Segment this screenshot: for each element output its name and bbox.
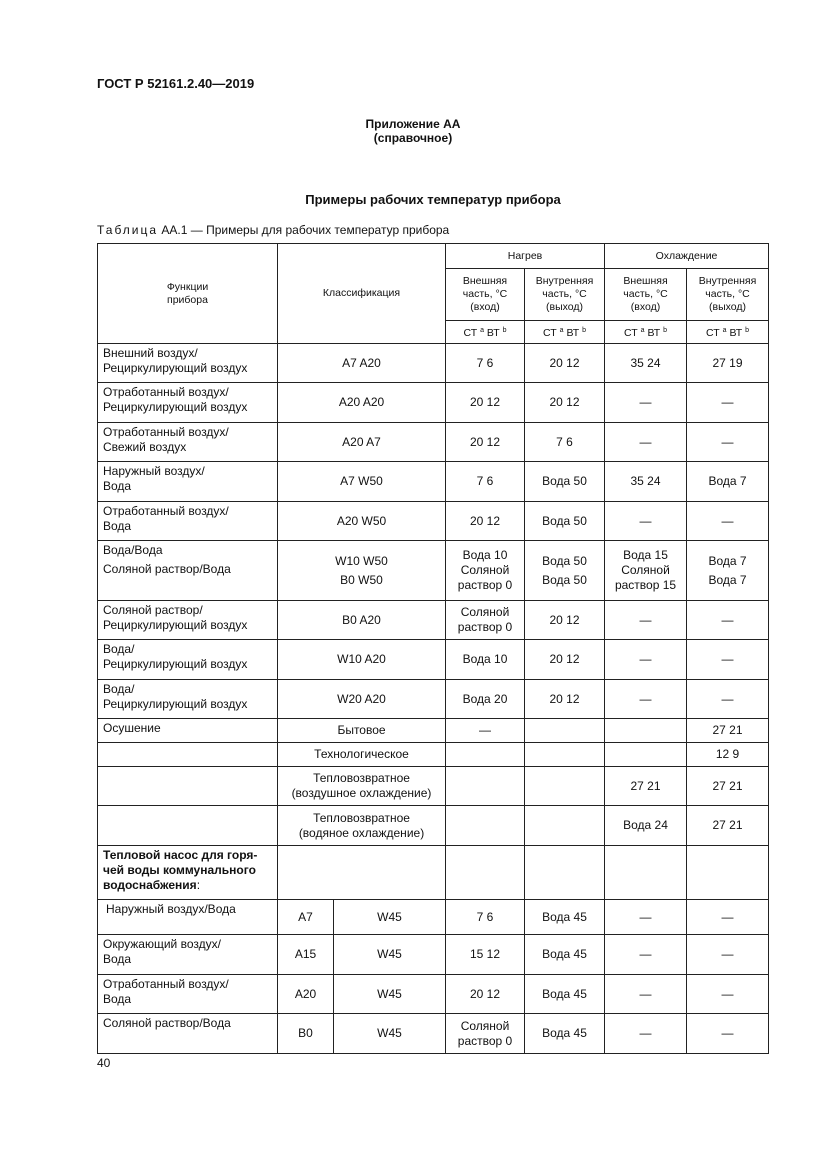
cell-cooling-inner	[687, 541, 769, 601]
cell-heating-inner: Вода 45	[525, 975, 605, 1014]
header-line: Внешняя	[623, 275, 668, 287]
section-row	[98, 846, 769, 900]
cell-heating-outer: Вода 20	[446, 680, 525, 719]
cell-cooling-outer: —	[605, 680, 687, 719]
func-line: Рециркулирующий воздух	[103, 618, 248, 632]
func-line: Вода	[103, 479, 132, 493]
cell-function	[98, 767, 278, 806]
header-line: часть, °C	[462, 288, 508, 300]
table-row	[98, 1014, 769, 1054]
header-line: часть, °C	[542, 288, 587, 300]
cell-heating-inner: 20 12	[525, 640, 605, 680]
header-functions-line: прибора	[167, 293, 208, 306]
footnote-a: a	[640, 327, 645, 334]
cell-function	[98, 462, 278, 502]
cell-function	[98, 935, 278, 975]
cell-heating-outer: 15 12	[446, 935, 525, 975]
cell-heating-outer: 20 12	[446, 383, 525, 423]
units-ct: СТ	[463, 327, 478, 339]
cell-heating-inner	[525, 806, 605, 846]
table-row	[98, 767, 769, 806]
cell-cooling-inner: 27 21	[687, 719, 769, 743]
func-line: Вода	[103, 952, 132, 966]
cell-cooling-inner: —	[687, 640, 769, 680]
cell-function	[98, 344, 278, 383]
func-line: Рециркулирующий воздух	[103, 657, 248, 671]
cell-cooling-inner: 27 19	[687, 344, 769, 383]
units-cell	[687, 321, 769, 344]
cell-heating-outer	[446, 743, 525, 767]
footnote-a: a	[480, 327, 484, 334]
cell-class-source: B0	[278, 1014, 334, 1054]
cell-cooling-inner: —	[687, 900, 769, 935]
cell-classification: W10 A20	[278, 640, 446, 680]
units-cell	[525, 321, 605, 344]
cell-classification	[278, 846, 446, 900]
table-caption-text: АА.1 — Примеры для рабочих температур прибора	[161, 223, 450, 237]
cell-function	[98, 680, 278, 719]
cell-heating-outer	[446, 806, 525, 846]
footnote-b: b	[663, 327, 667, 334]
cell-cooling-inner: —	[687, 601, 769, 640]
value-line: раствор 0	[457, 578, 513, 592]
cell-classification: B0 A20	[278, 601, 446, 640]
cell-classification: Технологическое	[278, 743, 446, 767]
footnote-b: b	[745, 327, 749, 334]
func-line: Внешний воздух/	[103, 346, 198, 360]
units-ct: СТ	[543, 327, 557, 339]
table-row	[98, 806, 769, 846]
table-row	[98, 462, 769, 502]
table-row	[98, 423, 769, 462]
cell-cooling-outer	[605, 541, 687, 601]
cell-cooling-inner: —	[687, 975, 769, 1014]
units-ct: СТ	[624, 327, 638, 339]
cell-function: Соляной раствор/Вода	[98, 1014, 278, 1054]
cell-classification	[278, 767, 446, 806]
cell-classification	[278, 806, 446, 846]
appendix-heading	[0, 117, 826, 145]
func-line: Окружающий воздух/	[103, 937, 221, 951]
func-line: Свежий воздух	[103, 440, 187, 454]
temperature-table	[97, 243, 769, 1054]
cell-cooling-inner: —	[687, 383, 769, 423]
footnote-b: b	[502, 327, 507, 334]
cell-cooling-inner: 12 9	[687, 743, 769, 767]
cell-function	[98, 541, 278, 601]
cell-function	[98, 640, 278, 680]
value-line: Соляной	[621, 563, 670, 577]
table-row	[98, 900, 769, 935]
cell-classification	[278, 541, 446, 601]
func-line: Отработанный воздух/	[103, 977, 229, 991]
table-row	[98, 640, 769, 680]
cell-function	[98, 806, 278, 846]
cell-heating-outer: 7 6	[446, 344, 525, 383]
cls-line: Тепловозвратное	[313, 771, 410, 785]
cell-class-sink: W45	[334, 900, 446, 935]
cell-cooling-inner: Вода 7	[687, 462, 769, 502]
appendix-title: Приложение АА	[365, 117, 461, 131]
cell-heating-outer	[446, 1014, 525, 1054]
cell-heating-outer: 7 6	[446, 462, 525, 502]
header-classification: Классификация	[278, 244, 446, 344]
header-cooling-inner	[687, 269, 769, 321]
table-row	[98, 541, 769, 601]
cell-cooling-outer: —	[605, 383, 687, 423]
cell-cooling-inner: —	[687, 1014, 769, 1054]
header-functions	[98, 244, 278, 344]
cell-heating-outer: 20 12	[446, 502, 525, 541]
value-line: Соляной	[460, 563, 510, 577]
footnote-b: b	[582, 327, 586, 334]
func-line: Соляной раствор/Вода	[103, 562, 231, 576]
cell-heating-outer: 7 6	[446, 900, 525, 935]
table-row	[98, 743, 769, 767]
cell-heating-inner: 20 12	[525, 680, 605, 719]
title-colon: :	[196, 878, 201, 892]
table-row	[98, 975, 769, 1014]
cell-cooling-inner: —	[687, 423, 769, 462]
func-line: Отработанный воздух/	[103, 385, 229, 399]
cls-line: W10 W50	[335, 553, 388, 568]
cell-heating-inner: Вода 45	[525, 935, 605, 975]
cls-line: (водяное охлаждение)	[298, 825, 425, 840]
units-bt: ВТ	[647, 327, 661, 339]
table-row	[98, 502, 769, 541]
table-caption-label: Таблица	[97, 223, 159, 237]
cell-class-source: A7	[278, 900, 334, 935]
cls-line: B0 W50	[340, 572, 383, 587]
title-line: водоснабжения	[103, 878, 197, 892]
table-caption	[97, 223, 449, 237]
cell-class-source: A20	[278, 975, 334, 1014]
header-line: (выход)	[546, 301, 583, 313]
header-line: Внутренняя	[535, 275, 594, 287]
value-line: Вода 50	[542, 572, 587, 587]
cell-cooling-outer: —	[605, 975, 687, 1014]
cell-function: Наружный воздух/Вода	[98, 900, 278, 935]
cell-function: Осушение	[98, 719, 278, 743]
cell-cooling-outer: —	[605, 601, 687, 640]
cell-heating-inner: 7 6	[525, 423, 605, 462]
cell-cooling-outer: 35 24	[605, 344, 687, 383]
cell-classification: A20 A20	[278, 383, 446, 423]
footnote-a: a	[559, 327, 564, 334]
func-line: Рециркулирующий воздух	[103, 697, 248, 711]
title-line: чей воды коммунального	[103, 863, 256, 877]
value-line: Вода 7	[708, 572, 747, 587]
func-line: Рециркулирующий воздух	[103, 400, 248, 414]
cell-heating-inner: 20 12	[525, 601, 605, 640]
units-cell	[605, 321, 687, 344]
header-line: (выход)	[709, 301, 747, 313]
cell-heating-inner: 20 12	[525, 383, 605, 423]
header-functions-line: Функции	[166, 280, 209, 293]
func-line: Отработанный воздух/	[103, 425, 229, 439]
cell-cooling-inner	[687, 846, 769, 900]
value-line: Вода 50	[542, 553, 587, 568]
value-line: Соляной	[460, 605, 510, 619]
cell-heating-outer: 20 12	[446, 423, 525, 462]
cell-heating-inner	[525, 719, 605, 743]
cell-cooling-inner: —	[687, 680, 769, 719]
cell-cooling-outer	[605, 719, 687, 743]
section-title: Примеры рабочих температур прибора	[305, 192, 561, 207]
func-line: Соляной раствор/	[103, 603, 203, 617]
value-line: Вода 7	[708, 553, 747, 568]
cell-cooling-outer: —	[605, 1014, 687, 1054]
appendix-type: (справочное)	[373, 131, 453, 145]
cell-cooling-outer: —	[605, 502, 687, 541]
units-bt: ВТ	[729, 327, 743, 339]
cls-line: Тепловозвратное	[313, 810, 410, 825]
cell-class-sink: W45	[334, 935, 446, 975]
cell-heating-inner: 20 12	[525, 344, 605, 383]
table-row	[98, 601, 769, 640]
cell-cooling-outer: —	[605, 900, 687, 935]
cell-class-sink: W45	[334, 1014, 446, 1054]
cell-classification: A20 W50	[278, 502, 446, 541]
cell-classification: A20 A7	[278, 423, 446, 462]
cell-function	[98, 423, 278, 462]
cell-function	[98, 601, 278, 640]
cell-heating-inner: Вода 45	[525, 1014, 605, 1054]
cell-function	[98, 975, 278, 1014]
header-heating-outer	[446, 269, 525, 321]
value-line: раствор 0	[457, 1033, 513, 1048]
cell-cooling-outer: —	[605, 935, 687, 975]
cell-heating-inner: Вода 50	[525, 502, 605, 541]
func-line: Отработанный воздух/	[103, 504, 229, 518]
func-line: Вода	[103, 992, 132, 1006]
header-line: Внешняя	[462, 275, 508, 287]
header-line: часть, °C	[623, 288, 668, 300]
header-line: часть, °C	[705, 288, 750, 300]
func-line: Наружный воздух/	[103, 464, 205, 478]
cell-cooling-outer: —	[605, 640, 687, 680]
func-line: Рециркулирующий воздух	[103, 361, 248, 375]
cell-cooling-inner: 27 21	[687, 767, 769, 806]
cell-class-sink: W45	[334, 975, 446, 1014]
cell-heating-inner	[525, 767, 605, 806]
cell-cooling-outer	[605, 743, 687, 767]
cell-heating-inner: Вода 50	[525, 462, 605, 502]
cell-function	[98, 383, 278, 423]
header-line: (вход)	[470, 301, 500, 313]
cell-heating-outer: Вода 10	[446, 640, 525, 680]
cell-class-source: A15	[278, 935, 334, 975]
cell-cooling-outer: 35 24	[605, 462, 687, 502]
footnote-a: a	[722, 327, 727, 334]
cell-cooling-inner: 27 21	[687, 806, 769, 846]
document-code: ГОСТ Р 52161.2.40—2019	[97, 76, 255, 91]
cell-function	[98, 743, 278, 767]
cls-line: (воздушное охлаждение)	[291, 786, 432, 800]
func-line: Вода/Вода	[103, 543, 163, 557]
header-row-groups	[98, 244, 769, 269]
units-bt: ВТ	[486, 327, 500, 339]
cell-heating-inner: Вода 45	[525, 900, 605, 935]
value-line: Вода 15	[623, 548, 668, 562]
cell-cooling-outer: 27 21	[605, 767, 687, 806]
cell-heating-inner	[525, 541, 605, 601]
value-line: раствор 0	[457, 620, 513, 634]
header-heating-inner	[525, 269, 605, 321]
header-line: Внутренняя	[698, 275, 757, 287]
cell-cooling-inner: —	[687, 502, 769, 541]
cell-heating-outer	[446, 767, 525, 806]
heat-pump-title	[98, 846, 278, 900]
table-row	[98, 680, 769, 719]
header-line: (вход)	[630, 301, 661, 313]
cell-heating-inner	[525, 846, 605, 900]
cell-heating-outer	[446, 846, 525, 900]
units-ct: СТ	[706, 327, 720, 339]
table-row	[98, 344, 769, 383]
cell-heating-inner	[525, 743, 605, 767]
cell-cooling-outer: —	[605, 423, 687, 462]
cell-classification: A7 A20	[278, 344, 446, 383]
cell-heating-outer	[446, 601, 525, 640]
value-line: раствор 15	[614, 578, 677, 592]
title-line: Тепловой насос для горя-	[103, 848, 258, 862]
cell-classification: A7 W50	[278, 462, 446, 502]
cell-heating-outer: 20 12	[446, 975, 525, 1014]
cell-heating-outer	[446, 541, 525, 601]
func-line: Вода/	[103, 682, 135, 696]
cell-classification: W20 A20	[278, 680, 446, 719]
value-line: Вода 10	[462, 548, 508, 562]
value-line: Соляной	[460, 1018, 510, 1033]
func-line: Вода	[103, 519, 132, 533]
header-heating: Нагрев	[446, 244, 605, 269]
units-bt: ВТ	[566, 327, 580, 339]
cell-classification: Бытовое	[278, 719, 446, 743]
func-line: Вода/	[103, 642, 135, 656]
cell-function	[98, 502, 278, 541]
cell-cooling-outer	[605, 846, 687, 900]
units-cell	[446, 321, 525, 344]
cell-heating-outer: —	[446, 719, 525, 743]
page-number: 40	[97, 1056, 111, 1070]
table-row	[98, 719, 769, 743]
cell-cooling-inner: —	[687, 935, 769, 975]
cell-cooling-outer: Вода 24	[605, 806, 687, 846]
table-row	[98, 383, 769, 423]
table-row	[98, 935, 769, 975]
header-cooling-outer	[605, 269, 687, 321]
header-cooling: Охлаждение	[605, 244, 769, 269]
